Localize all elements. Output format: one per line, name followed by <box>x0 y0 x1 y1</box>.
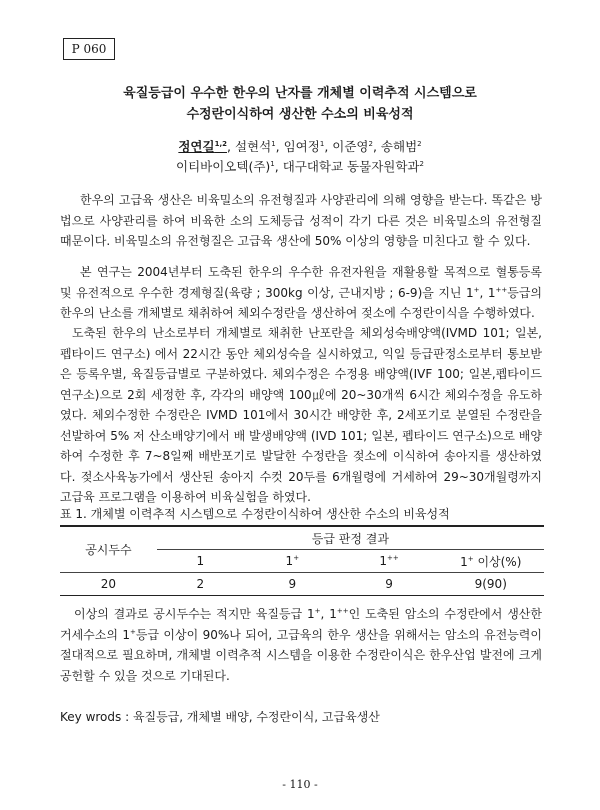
table-subheader-1: 1 <box>157 550 244 573</box>
table-subheader-1plusplus: 1++ <box>341 550 438 573</box>
affiliation-1: 이티바이오텍(주)$^1$ <box>176 159 275 174</box>
affiliations: 이티바이오텍(주)$^1$, 대구대학교 동물자원학과$^2$ <box>176 159 424 174</box>
table-cell-grade-1: 2 <box>157 573 244 596</box>
title-line-2: 수정란이식하여 생산한 수소의 비육성적 <box>186 107 414 122</box>
table-subheader-1plus: 1+ <box>244 550 341 573</box>
author-3: 임여정$^1$ <box>283 139 325 154</box>
table-cell-grade-1plusplus: 9 <box>341 573 438 596</box>
page-number: - 110 - <box>282 778 318 791</box>
table-cell-count: 20 <box>60 573 157 596</box>
table-header-count: 공시두수 <box>60 526 157 573</box>
table-cell-grade-1plus: 9 <box>244 573 341 596</box>
paragraph-conclusion: 이상의 결과로 공시두수는 적지만 육질등급 1+, 1++인 도축된 암소의 수정란에서 생산한 거세수소의 1+등급 이상이 90%나 되어, 고급육의 한우 생산을 위해서는 암소의 유전능력이 절대적으로 필요하며, 개체별 이력추적 시스템을 이용한 수정란이식은 한우산업 발전에 크게 공헌할 수 있을 것으로 기대된다. <box>60 607 542 683</box>
table-subheader-1plus-above: 1+ 이상(%) <box>438 550 545 573</box>
title-line-1: 육질등급이 우수한 한우의 난자를 개체별 이력추적 시스템으로 <box>123 86 477 101</box>
author-5: 송해범$^2$ <box>380 139 422 154</box>
author-list: 정연길$^{1,2}$, 설현석$^1$, 임여정$^1$, 이준영$^2$, 송해범$^2$ <box>178 139 422 154</box>
table-header-grade-group: 등급 판정 결과 <box>157 526 544 550</box>
paragraph-methods: 도축된 한우의 난소로부터 개체별로 채취한 난포란을 체외성숙배양액(IVMD 101; 일본, 펩타이드 연구소) 에서 22시간 동안 체외성숙을 실시하였고, 익일 등급판정소로부터 통보받은 등록우별, 육질등급별로 구분하였다. 체외수정은 수정용 배양액(IVF 100; 일본,펩타이드 연구소)으로 2회 세정한 후, 각각의 배양액 100㎕에 20~30개씩 6시간 체외수정을 유도하였다. 체외수정한 수정란은 IVMD 101에서 30시간 배양한 후, 2세포기로 분열된 수정란을 선발하여 5% 저 산소배양기에서 배 발생배양액 (IVD 101; 일본, 펩타이드 연구소)으로 배양하여 수정한 후 7~8일째 배반포기로 발달한 수정란을 젖소에 이식하여 송아지를 생산하였다. 젖소사육농가에서 생산된 송아지 수컷 20두를 6개월령에 거세하여 29~30개월령까지 고급육 프로그램을 이용하여 비육실험을 하였다. <box>60 326 542 504</box>
table-caption: 표 1. 개체별 이력추적 시스템으로 수정란이식하여 생산한 수소의 비육성적 <box>60 507 450 521</box>
paragraph-intro: 한우의 고급육 생산은 비육밀소의 유전형질과 사양관리에 의해 영향을 받는다. 똑같은 방법으로 사양관리를 하여 비육한 소의 도체등급 성적이 각기 다른 것은 비육밀소의 유전형질 때문이다. 비육밀소의 유전형질은 고급육 생산에 50% 이상의 영향을 미친다고 할 수 있다. <box>60 193 542 248</box>
results-table <box>60 525 544 596</box>
table-cell-grade-above: 9(90) <box>438 573 545 596</box>
author-4: 이준영$^2$ <box>332 139 373 154</box>
affiliation-2: 대구대학교 동물자원학과$^2$ <box>282 159 424 174</box>
paper-code-box: P 060 <box>63 38 115 60</box>
author-2: 설현석$^1$ <box>234 139 276 154</box>
lead-author: 정연길$^{1,2}$ <box>178 139 227 154</box>
keywords: Key wrods : 육질등급, 개체별 배양, 수정란이식, 고급육생산 <box>60 710 380 724</box>
paragraph-purpose: 본 연구는 2004년부터 도축된 한우의 우수한 유전자원을 재활용할 목적으로 혈통등록 및 유전적으로 우수한 경제형질(육량 ; 300kg 이상, 근내지방 ; 6-9)을 지닌 1+, 1++등급의 한우의 난소를 개체별로 채취하여 체외수정란을 생산하여 젖소에 수정란이식을 수행하였다. <box>60 265 543 320</box>
